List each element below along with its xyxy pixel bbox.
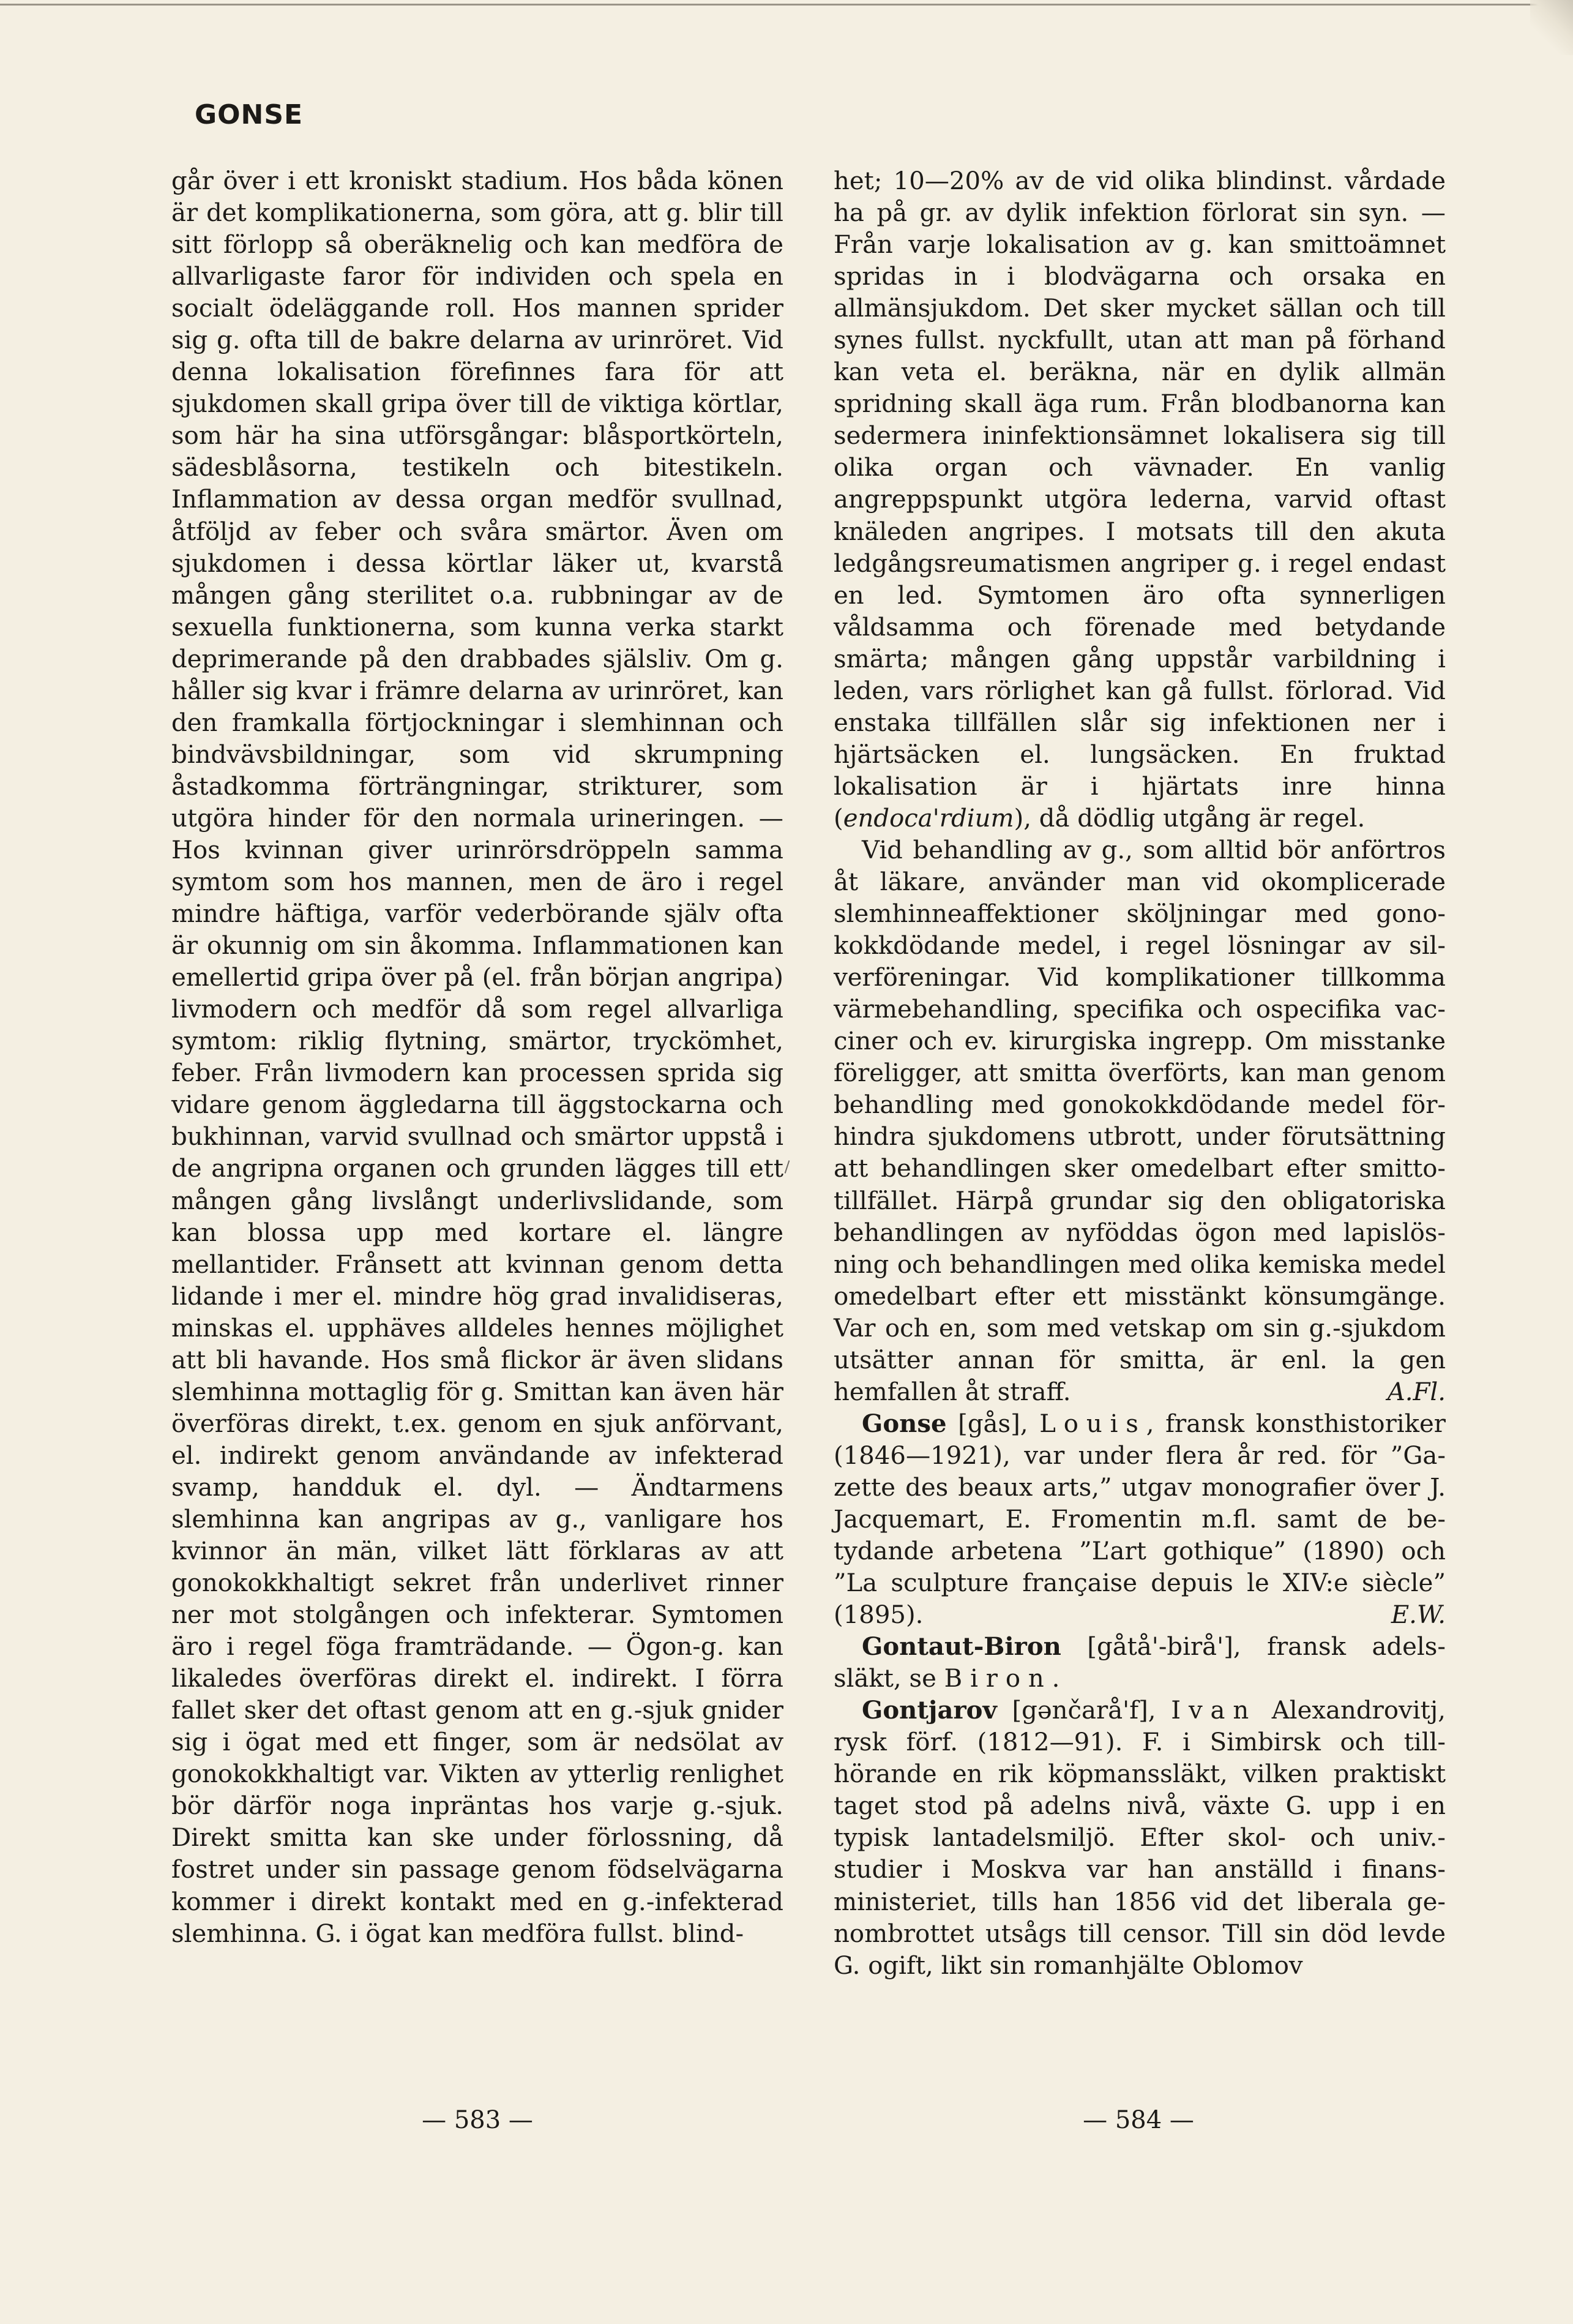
left-column-text: går över i ett kroniskt stadium. Hos båda könen är det komplikationerna, som göra, att g. blir till sitt förlopp så oberäknelig och kan medföra de allvarligaste faror för individen och spela en socialt ödeläggande roll. Hos mannen sprider sig g. ofta till de bakre delarna av urinröret. Vid denna lokalisation förefinnes fara för att sjukdomen skall gripa över till de viktiga körtlar, som här ha sina utförsgångar: blåsportkörteln, sädesblåsorna, testikeln och bitestikeln. Inflammation av dessa organ medför svullnad, åtföljd av feber och svåra smärtor. Även om sjukdomen i dessa körtlar läker ut, kvarstå mången gång sterilitet o.a. rubbningar av de sexuella funktionerna, som kunna verka starkt deprimerande på den drabbades själsliv. Om g. håller sig kvar i främre delarna av urinröret, kan den framkalla förtjockningar i slemhinnan och bindvävsbildningar, som vid skrumpning åstadkomma förträngningar, strikturer, som utgöra hinder för den normala urineringen. — Hos kvinnan giver urinrörsdröppeln samma symtom som hos mannen, men de äro i regel mindre häftiga, varför vederbörande själv ofta är okunnig om sin åkomma. Inflammationen kan emellertid gripa över på (el. från början angripa) livmodern och medför då som regel allvarliga symtom: riklig flytning, smärtor, tryckömhet, feber. Från livmodern kan processen sprida sig vidare genom äggledarna till äggstockarna och bukhinnan, varvid svullnad och smärtor uppstå i de angripna organen och grunden lägges till ett mången gång livslångt underlivslidande, som kan blossa upp med kortare el. längre mellantider. Frånsett att kvinnan genom detta lidande i mer el. mindre hög grad invalidiseras, minskas el. upphäves alldeles hennes möjlighet att bli havande. Hos små flickor är även slidans slemhinna mottaglig för g. Smittan kan även här överföras direkt, t.ex. genom en sjuk anförvant, el. indirekt genom användande av infekterad svamp, handduk el. dyl. — Ändtarmens slemhinna kan angripas av g., vanligare hos kvinnor än män, vilket lätt förklaras av att gonokokkhaltigt sekret från underlivet rinner ner mot stolgången och infekterar. Symtomen äro i regel föga framträdande. — Ögon-g. kan likaledes överföras direkt el. indirekt. I förra fallet sker det oftast genom att en g.-sjuk gnider sig i ögat med ett finger, som är nedsölat av gonokokkhaltigt var. Vikten av ytterlig renlighet bör därför noga inpräntas hos varje g.-sjuk. Direkt smitta kan ske under förlossning, då fostret under sin passage genom födselvägarna kommer i direkt kontakt med en g.-infekterad slemhinna. G. i ögat kan medföra fullst. blind- — [171, 167, 783, 1948]
gonse-body: , fransk konsthistoriker (1846—1921), var under flera år red. för ”Gazette des beaux arts,” utgav monografier över J. Jacquemart, E. Fromentin m.fl. samt de betydande arbetena ”L’art gothique” (1890) och ”La sculpture française depuis le XIV:e siècle” (1895). — [834, 1409, 1446, 1630]
latin-term: endoca'rdium — [843, 804, 1014, 833]
entry-gontjarov — [834, 1695, 1446, 1981]
top-edge-rule — [0, 4, 1573, 6]
margin-mark — [785, 1160, 790, 1174]
treatment-paragraph — [834, 834, 1446, 1408]
gontaut-end: . — [1052, 1665, 1060, 1693]
headword-gontaut-biron: Gontaut-Biron — [862, 1632, 1061, 1662]
author-signature: E.W. — [1391, 1601, 1446, 1630]
headword-gonse: Gonse — [862, 1409, 947, 1438]
gontjarov-pron: [gənčarå'f], — [996, 1696, 1171, 1725]
page-corner-shadow — [1530, 0, 1573, 55]
page-number-right: — 584 — — [1083, 2106, 1194, 2134]
right-column — [834, 165, 1446, 2051]
left-column — [171, 165, 783, 2051]
continuation-text: het; 10—20% av de vid olika blindinst. vårdade ha på gr. av dylik infektion förlorat sin syn. — Från varje lokalisation av g. kan smittoämnet spridas in i blodvägarna och orsaka en allmänsjukdom. Det sker mycket sällan och till synes fullst. nyckfullt, utan att man på förhand kan veta el. beräkna, när en dylik allmän spridning skall äga rum. Från blodbanorna kan sedermera ininfektionsämnet lokalisera sig till olika organ och vävnader. En vanlig angreppspunkt utgöra lederna, varvid oftast knäleden angripes. I motsats till den akuta ledgångsreumatismen angriper g. i regel endast en led. Symtomen äro ofta synnerligen våldsamma och förenade med betydande smärta; mången gång uppstår varbildning i leden, vars rörlighet kan gå fullst. förlorad. Vid enstaka tillfällen slår sig infektionen ner i hjärtsäcken el. lungsäcken. En fruktad lokalisation är i hjärtats inre hinna ( — [834, 167, 1446, 833]
gonse-pron: [gås], — [946, 1409, 1040, 1438]
article-continuation — [834, 165, 1446, 834]
treatment-text: Vid behandling av g., som alltid bör anförtros åt läkare, använder man vid okomplicerade slemhinneaffektioner sköljningar med gonokokkdödande medel, i regel lösningar av silverföreningar. Vid komplikationer tillkomma värmebehandling, specifika och ospecifika vacciner och ev. kirurgiska ingrepp. Om misstanke föreligger, att smitta överförts, kan man genom behandling med gonokokkdödande medel förhindra sjukdomens utbrott, under förutsättning att behandlingen sker omedelbart efter smittotillfället. Härpå grundar sig den obligatoriska behandlingen av nyföddas ögon med lapislösning och behandlingen med olika kemiska medel omedelbart efter ett misstänkt könsumgänge. Var och en, som med vetskap om sin g.-sjukdom utsätter annan för smitta, är enl. la gen hemfallen åt straff. — [834, 836, 1446, 1406]
gontaut-body: [gåtå'-birå'], fransk adelssläkt, se — [834, 1633, 1446, 1693]
cross-reference: Biron — [944, 1665, 1052, 1693]
entry-gonse — [834, 1408, 1446, 1631]
entry-gontaut-biron — [834, 1631, 1446, 1695]
author-signature: A.Fl. — [1387, 1378, 1446, 1406]
continuation-end: ), då dödlig utgång är regel. — [1014, 804, 1366, 833]
running-head: GONSE — [195, 99, 304, 130]
headword-gontjarov: Gontjarov — [862, 1696, 997, 1725]
gontjarov-body: Alexandrovitj, rysk förf. (1812—91). F. i Simbirsk och tillhörande en rik köpmanssläkt, vilken praktiskt taget stod på adelns nivå, växte G. upp i en typisk lantadelsmiljö. Efter skol- och univ.-studier i Moskva var han anställd i finansministeriet, tills han 1856 vid det liberala genombrottet utsågs till censor. Till sin död levde G. ogift, likt sin romanhjälte Oblomov — [834, 1696, 1446, 1980]
gontjarov-forename: Ivan — [1171, 1696, 1257, 1725]
gonse-forename: Louis — [1039, 1409, 1146, 1438]
page-number-left: — 583 — — [422, 2106, 533, 2134]
